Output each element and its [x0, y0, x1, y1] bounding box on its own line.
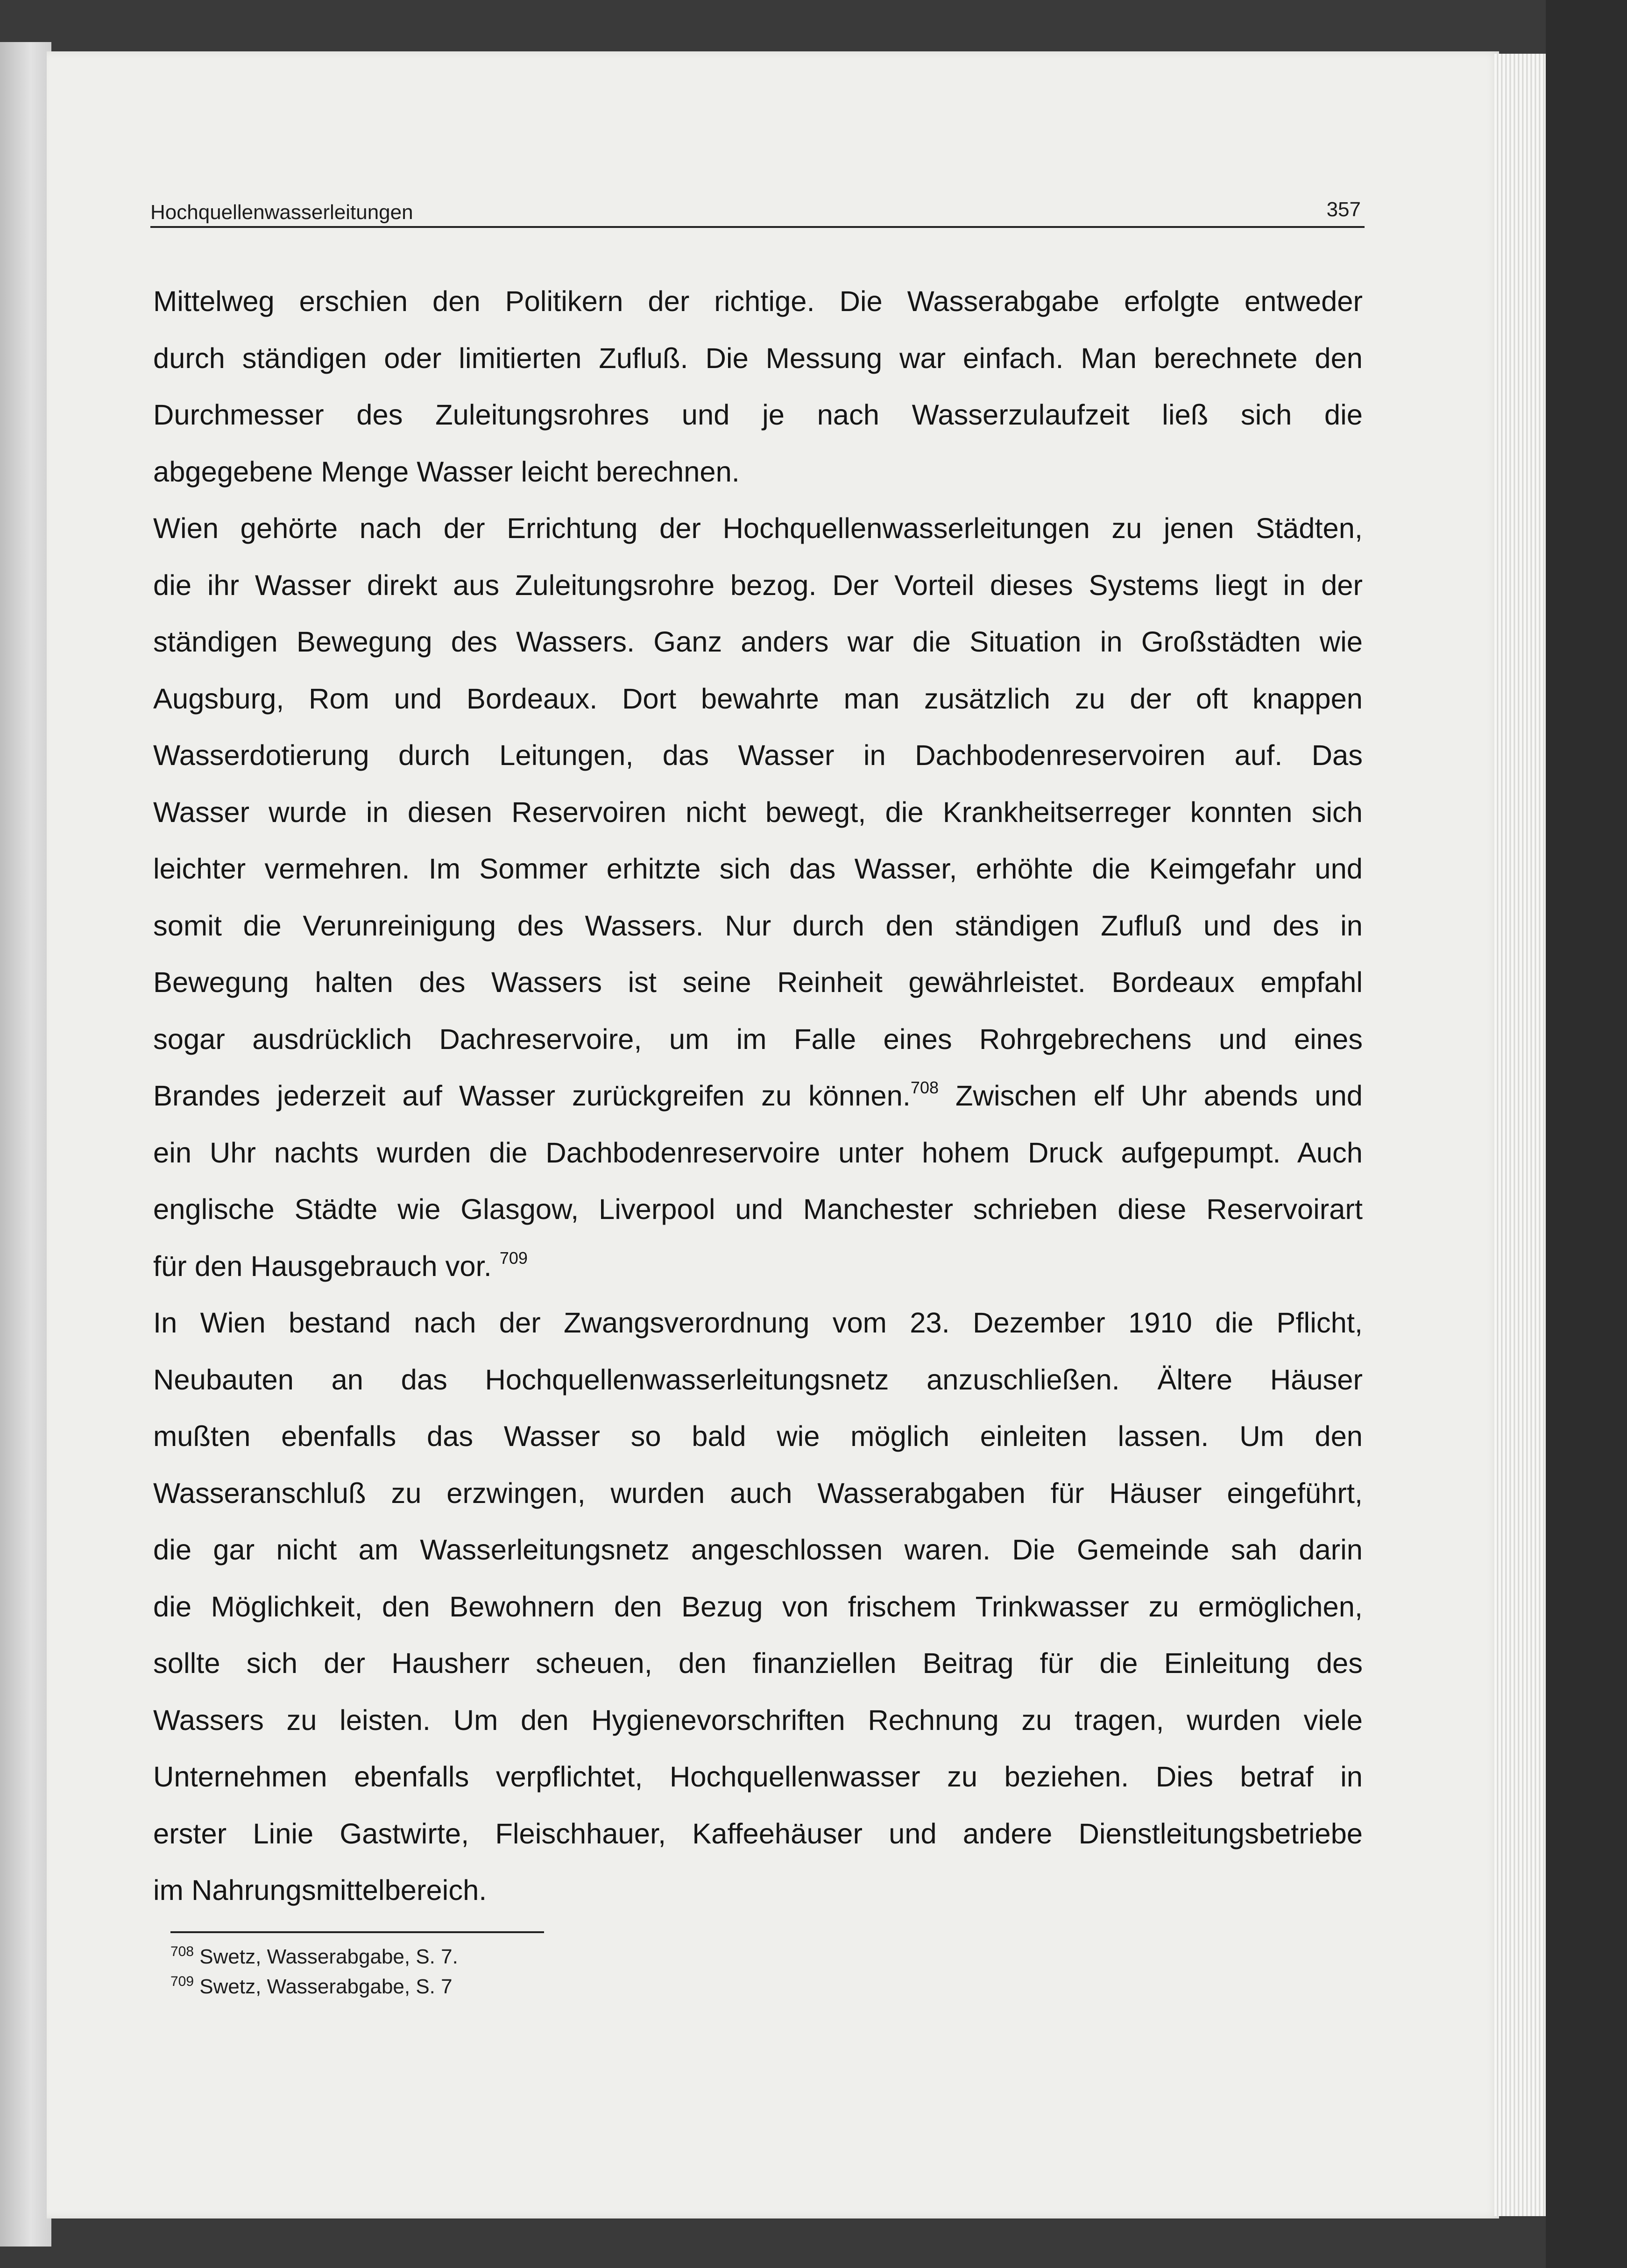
text-line: im Nahrungsmittelbereich.: [153, 1874, 487, 1907]
page-number: 357: [1326, 198, 1361, 221]
text-line: [153, 1068, 1363, 1125]
text-line: Bewegung halten des Wassers ist seine Reinheit gewährleistet. Bordeaux empfahl: [153, 966, 1363, 999]
footnote-708: [170, 1942, 458, 1972]
text-line: somit die Verunreinigung des Wassers. Nur durch den ständigen Zufluß und des in: [153, 909, 1363, 942]
text-line: Wien gehörte nach der Errichtung der Hochquellenwasserleitungen zu jenen Städten,: [153, 512, 1363, 545]
text-line: ständigen Bewegung des Wassers. Ganz anders war die Situation in Großstädten wie: [153, 626, 1363, 658]
text-line: erster Linie Gastwirte, Fleischhauer, Kaffeehäuser und andere Dienstleitungsbetriebe: [153, 1817, 1363, 1850]
text-line: In Wien bestand nach der Zwangsverordnung vom 23. Dezember 1910 die Pflicht,: [153, 1307, 1363, 1339]
footnote-ref-709[interactable]: 709: [499, 1248, 528, 1268]
footnote-ref-708[interactable]: 708: [910, 1078, 939, 1097]
text-segment: Zwischen elf Uhr abends und: [939, 1080, 1363, 1112]
text-line: Unternehmen ebenfalls verpflichtet, Hochquellenwasser zu beziehen. Dies betraf in: [153, 1761, 1363, 1793]
text-line: Wasserdotierung durch Leitungen, das Wasser in Dachbodenreservoiren auf. Das: [153, 739, 1363, 772]
text-line: Wasseranschluß zu erzwingen, wurden auch Wasserabgaben für Häuser eingeführt,: [153, 1477, 1363, 1510]
page-stack-edges: [1494, 54, 1546, 2216]
text-line: Mittelweg erschien den Politikern der richtige. Die Wasserabgabe erfolgte entweder: [153, 285, 1363, 318]
text-line: Wasser wurde in diesen Reservoiren nicht bewegt, die Krankheitserreger konnten sich: [153, 796, 1363, 829]
running-title: Hochquellenwasserleitungen: [150, 201, 413, 224]
text-segment: Brandes jederzeit auf Wasser zurückgreifen zu können.: [153, 1080, 911, 1112]
text-line: durch ständigen oder limitierten Zufluß. Die Messung war einfach. Man berechnete den: [153, 342, 1363, 375]
footnote-text: Swetz, Wasserabgabe, S. 7.: [199, 1945, 458, 1968]
text-line: abgegebene Menge Wasser leicht berechnen.: [153, 455, 740, 488]
text-line: mußten ebenfalls das Wasser so bald wie möglich einleiten lassen. Um den: [153, 1420, 1363, 1453]
text-segment: für den Hausgebrauch vor.: [153, 1250, 500, 1283]
scan-background: [1546, 0, 1627, 2268]
text-line: Neubauten an das Hochquellenwasserleitungsnetz anzuschließen. Ältere Häuser: [153, 1363, 1363, 1396]
text-line: [153, 1238, 1363, 1295]
footnotes: [170, 1942, 458, 2002]
text-line: sollte sich der Hausherr scheuen, den finanziellen Beitrag für die Einleitung des: [153, 1647, 1363, 1680]
text-line: Wassers zu leisten. Um den Hygienevorschriften Rechnung zu tragen, wurden viele: [153, 1704, 1363, 1736]
text-line: sogar ausdrücklich Dachreservoire, um im Falle eines Rohrgebrechens und eines: [153, 1023, 1363, 1056]
footnote-number: 708: [170, 1944, 194, 1959]
body-text: [153, 273, 1363, 1919]
text-line: ein Uhr nachts wurden die Dachbodenreservoire unter hohem Druck aufgepumpt. Auch: [153, 1136, 1363, 1169]
text-line: die gar nicht am Wasserleitungsnetz angeschlossen waren. Die Gemeinde sah darin: [153, 1534, 1363, 1566]
text-line: leichter vermehren. Im Sommer erhitzte sich das Wasser, erhöhte die Keimgefahr und: [153, 853, 1363, 885]
text-line: englische Städte wie Glasgow, Liverpool und Manchester schrieben diese Reservoirart: [153, 1193, 1363, 1226]
text-line: die ihr Wasser direkt aus Zuleitungsrohre bezog. Der Vorteil dieses Systems liegt in der: [153, 569, 1363, 602]
footnote-text: Swetz, Wasserabgabe, S. 7: [199, 1975, 453, 1998]
footnote-709: [170, 1972, 458, 2002]
text-line: die Möglichkeit, den Bewohnern den Bezug von frischem Trinkwasser zu ermöglichen,: [153, 1590, 1363, 1623]
footnote-separator: [170, 1931, 544, 1933]
text-line: Durchmesser des Zuleitungsrohres und je nach Wasserzulaufzeit ließ sich die: [153, 399, 1363, 431]
left-page-edge: [0, 42, 51, 2247]
footnote-number: 709: [170, 1974, 194, 1989]
running-header: [150, 195, 1365, 228]
text-line: Augsburg, Rom und Bordeaux. Dort bewahrte man zusätzlich zu der oft knappen: [153, 682, 1363, 715]
